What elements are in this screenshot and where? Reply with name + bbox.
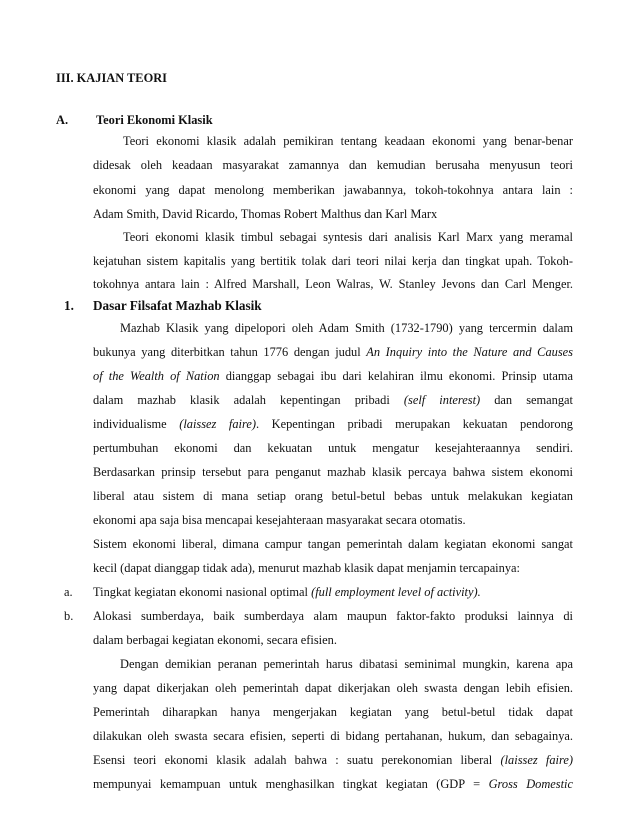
section-title: III. KAJIAN TEORI [56, 71, 167, 85]
paragraph-line: mempunyai kemampuan untuk menghasilkan tingkat kegiatan (GDP = Gross Domestic [93, 777, 573, 791]
list-item-a-text: Tingkat kegiatan ekonomi nasional optimal (full employment level of activity). [93, 585, 481, 599]
paragraph-line: Mazhab Klasik yang dipelopori oleh Adam Smith (1732-1790) yang tercermin dalam [120, 321, 573, 335]
subsection-a-title: Teori Ekonomi Klasik [96, 113, 213, 127]
paragraph-line: individualisme (laissez faire). Kepentingan pribadi merupakan kekuatan pendorong [93, 417, 573, 431]
paragraph-line: ekonomi apa saja bisa mencapai kesejahteraan masyarakat secara otomatis. [93, 513, 466, 527]
paragraph-line: Pemerintah diharapkan hanya mengerjakan kegiatan yang betul-betul tidak dapat [93, 705, 573, 719]
paragraph-line: Berdasarkan prinsip tersebut para penganut mazhab klasik percaya bahwa sistem ekonomi [93, 465, 573, 479]
paragraph-line: Teori ekonomi klasik timbul sebagai syntesis dari analisis Karl Marx yang meramal [123, 230, 573, 244]
paragraph-line: bukunya yang diterbitkan tahun 1776 dengan judul An Inquiry into the Nature and Causes [93, 345, 573, 359]
list-item-b-text: dalam berbagai kegiatan ekonomi, secara efisien. [93, 633, 337, 647]
paragraph-line: dalam mazhab klasik adalah kepentingan pribadi (self interest) dan semangat [93, 393, 573, 407]
subsection-1-title: Dasar Filsafat Mazhab Klasik [93, 298, 262, 313]
list-item-a-label: a. [64, 585, 73, 599]
paragraph-line: kecil (dapat dianggap tidak ada), menurut mazhab klasik dapat menjamin tercapainya: [93, 561, 520, 575]
paragraph-line: didesak oleh keadaan masyarakat zamannya dan kemudian berusaha menyusun teori [93, 158, 573, 172]
subsection-a-label: A. [56, 113, 69, 127]
list-item-b-label: b. [64, 609, 74, 623]
paragraph-line: Dengan demikian peranan pemerintah harus dibatasi seminimal mungkin, karena apa [120, 657, 573, 671]
paragraph-line: liberal atau sistem di mana setiap orang betul-betul bebas untuk melakukan kegiatan [93, 489, 573, 503]
paragraph-line: kejatuhan sistem kapitalis yang bertitik tolak dari teori nilai kerja dan tingkat upah. Tokoh- [93, 254, 573, 268]
list-item-b-text: Alokasi sumberdaya, baik sumberdaya alam maupun faktor-fakto produksi lainnya di [93, 609, 573, 623]
paragraph-line: Teori ekonomi klasik adalah pemikiran tentang keadaan ekonomi yang benar-benar [123, 134, 573, 148]
subsection-1-label: 1. [64, 298, 74, 313]
paragraph-line: of the Wealth of Nation dianggap sebagai ibu dari kelahiran ilmu ekonomi. Prinsip utama [93, 369, 573, 383]
paragraph-line: tokohnya antara lain : Alfred Marshall, Leon Walras, W. Stanley Jevons dan Carl Menger. [93, 277, 573, 291]
paragraph-line: pertumbuhan ekonomi dan kekuatan untuk mengatur kesejahteraannya sendiri. [93, 441, 573, 455]
paragraph-line: dilakukan oleh swasta secara efisien, seperti di bidang pertahanan, hukum, dan sebagainya. [93, 729, 573, 743]
paragraph-line: Adam Smith, David Ricardo, Thomas Robert Malthus dan Karl Marx [93, 207, 438, 221]
paragraph-line: yang dapat dikerjakan oleh pemerintah dapat dikerjakan oleh swasta dengan lebih efisien. [93, 681, 573, 695]
paragraph-line: Esensi teori ekonomi klasik adalah bahwa : suatu perekonomian liberal (laissez faire) [93, 753, 573, 767]
paragraph-line: Sistem ekonomi liberal, dimana campur tangan pemerintah dalam kegiatan ekonomi sangat [93, 537, 573, 551]
paragraph-line: ekonomi yang dapat menolong memberikan jawabannya, tokoh-tokohnya antara lain : [93, 183, 573, 197]
